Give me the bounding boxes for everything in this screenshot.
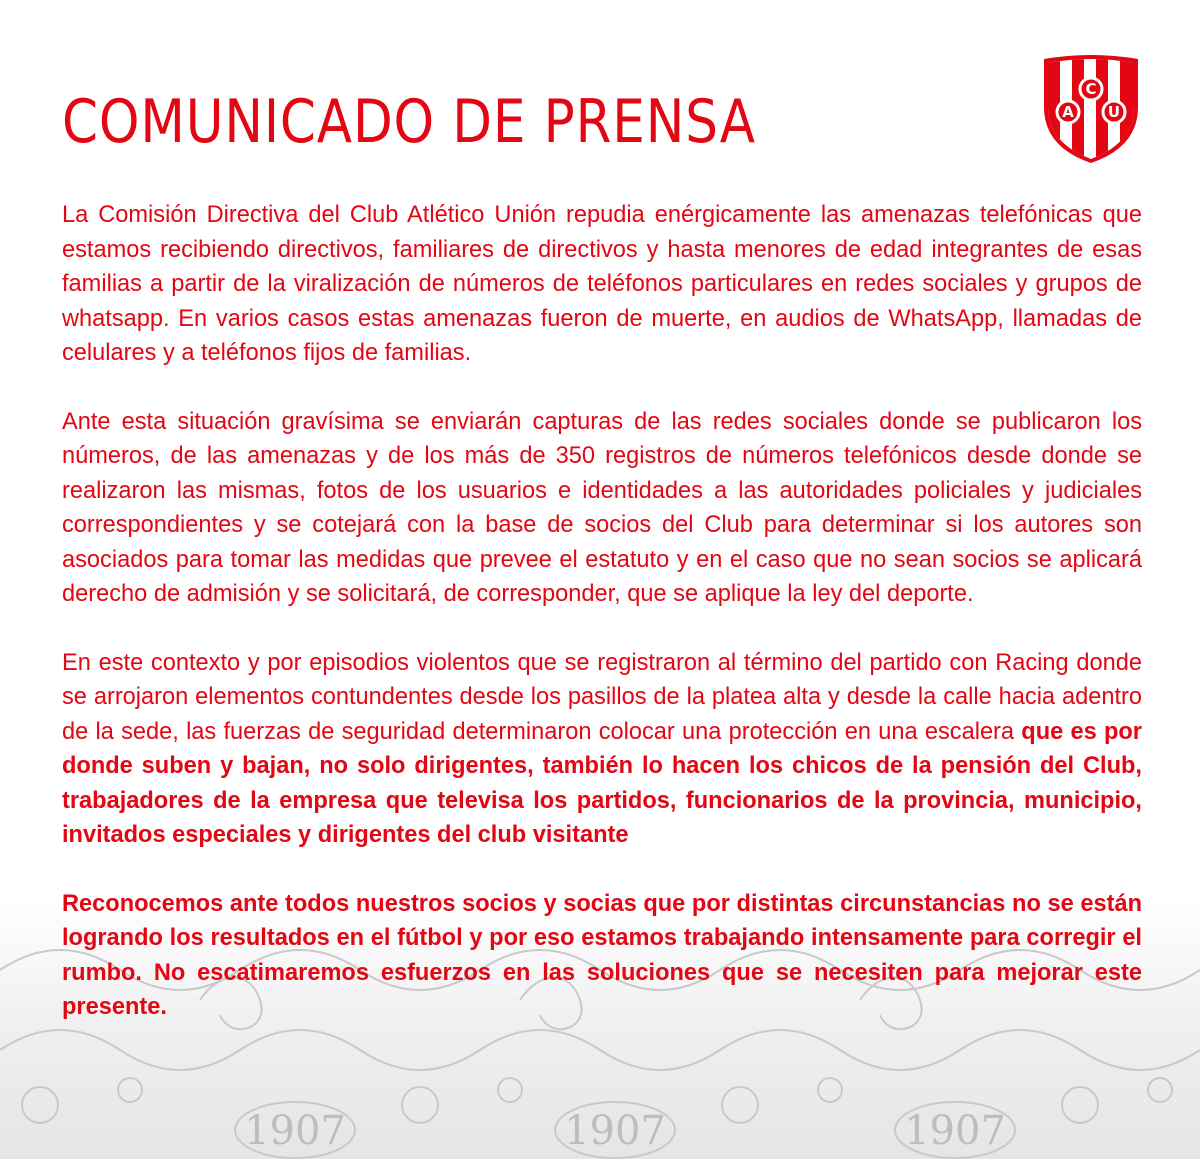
body-text: [62, 198, 1142, 1025]
paragraph-3-regular: En este contexto y por episodios violentos que se registraron al término del partido con Racing donde se arrojaron elementos contundentes desde los pasillos de la platea alta y desde la calle hacia adentro de la sede, las fuerzas de seguridad determinaron colocar una protección en una escalera: [62, 649, 1142, 745]
paragraph-1: La Comisión Directiva del Club Atlético Unión repudia enérgicamente las amenazas telefónicas que estamos recibiendo directivos, familiares de directivos y hasta menores de edad integrantes de esas familias a partir de la viralización de números de teléfonos particulares en redes sociales y grupos de whatsapp. En varios casos estas amenazas fueron de muerte, en audios de WhatsApp, llamadas de celulares y a teléfonos fijos de familias.: [62, 202, 1142, 366]
paragraph-3-bold: que es por donde suben y bajan, no solo dirigentes, también lo hacen los chicos de la pensión del Club, trabajadores de la empresa que televisa los partidos, funcionarios de la provincia, municipio, invitados especiales y dirigentes del club visitante: [62, 718, 1142, 848]
svg-text:A: A: [1062, 103, 1074, 121]
svg-text:C: C: [1085, 80, 1097, 98]
paragraph-4: [62, 887, 1142, 1025]
svg-text:U: U: [1107, 103, 1121, 121]
year-mark-right: 1907: [904, 1108, 1006, 1154]
page-title: COMUNICADO DE PRENSA: [62, 87, 756, 157]
year-mark-left: 1907: [244, 1108, 346, 1154]
paragraph-2: Ante esta situación gravísima se enviarán capturas de las redes sociales donde se publicaron los números, de las amenazas y de los más de 350 registros de números telefónicos desde donde se realizaron las mismas, fotos de los usuarios e identidades a las autoridades policiales y judiciales correspondientes y se cotejará con la base de socios del Club para determinar si los autores son asociados para tomar las medidas que prevee el estatuto y en el caso que no sean socios se aplicará derecho de admisión y se solicitará, de corresponder, que se aplique la ley del deporte.: [62, 408, 1142, 607]
paragraph-3: [62, 646, 1142, 853]
year-mark-center: 1907: [564, 1108, 666, 1154]
club-crest-logo: [1040, 55, 1142, 163]
paragraph-4-bold: Reconocemos ante todos nuestros socios y socias que por distintas circunstancias no se están logrando los resultados en el fútbol y por eso estamos trabajando intensamente para corregir el rumbo. No escatimaremos esfuerzos en las soluciones que se necesiten para mejorar este presente.: [62, 890, 1142, 1020]
